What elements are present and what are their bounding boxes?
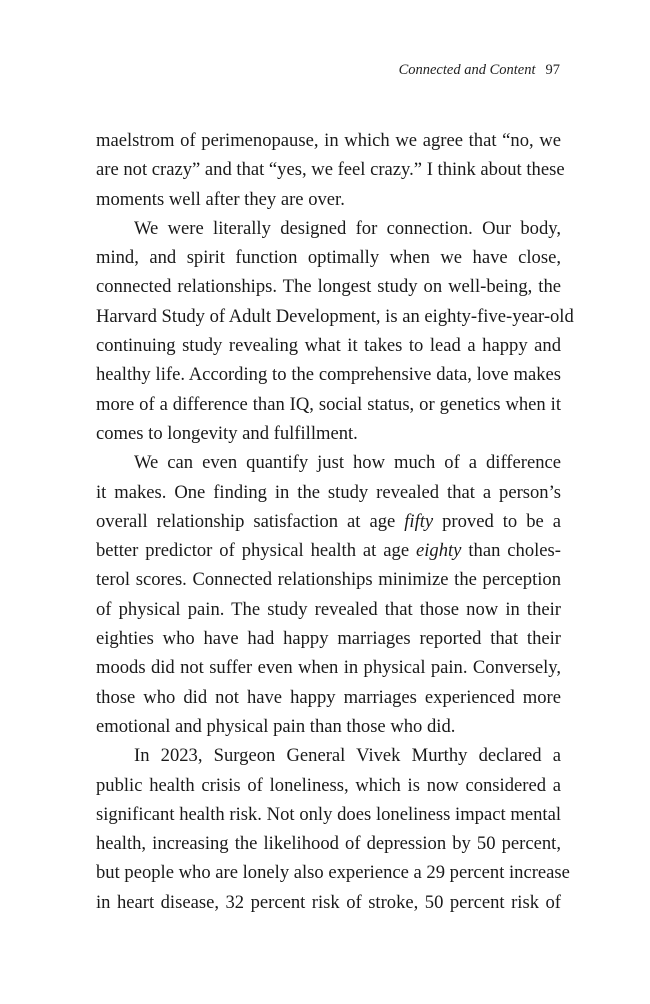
running-head <box>399 62 560 79</box>
text-line: health, increasing the likelihood of depression by 50 percent, <box>96 833 561 855</box>
text-segment: than choles- <box>461 540 561 562</box>
text-line: eighties who have had happy marriages reported that their <box>96 628 561 650</box>
text-line: terol scores. Connected relationships minimize the perception <box>96 569 561 591</box>
text-line: more of a difference than IQ, social status, or genetics when it <box>96 393 561 415</box>
text-line: comes to longevity and fulfillment. <box>96 422 358 444</box>
text-line: moments well after they are over. <box>96 188 345 210</box>
text-line: mind, and spirit function optimally when we have close, <box>96 247 561 269</box>
emphasis-fifty: fifty <box>404 510 434 532</box>
text-line: emotional and physical pain than those who did. <box>96 715 456 737</box>
text-line: it makes. One finding in the study revealed that a person’s <box>96 481 561 503</box>
text-line: maelstrom of perimenopause, in which we agree that “no, we <box>96 130 561 151</box>
text-line: In 2023, Surgeon General Vivek Murthy declared a <box>134 745 561 767</box>
text-segment: better predictor of physical health at age <box>96 540 416 562</box>
body-text <box>96 126 574 917</box>
text-line: of physical pain. The study revealed that those now in their <box>96 598 561 620</box>
text-line: those who did not have happy marriages experienced more <box>96 686 561 708</box>
text-segment: proved to be a <box>433 510 561 532</box>
text-line: We can even quantify just how much of a difference <box>134 452 561 474</box>
text-line: public health crisis of loneliness, which is now considered a <box>96 774 561 796</box>
text-line: significant health risk. Not only does loneliness impact mental <box>96 803 561 825</box>
text-line: We were literally designed for connection. Our body, <box>134 217 561 239</box>
emphasis-eighty: eighty <box>416 540 462 562</box>
text-segment: overall relationship satisfaction at age <box>96 510 405 532</box>
text-line <box>96 536 561 565</box>
page-number: 97 <box>545 62 560 78</box>
text-line: but people who are lonely also experience a 29 percent increase <box>96 862 570 884</box>
text-line: are not crazy” and that “yes, we feel crazy.” I think about these <box>96 159 565 181</box>
text-line <box>96 507 561 536</box>
text-line: healthy life. According to the comprehensive data, love makes <box>96 364 561 386</box>
text-line: Harvard Study of Adult Development, is an eighty-five-year-old <box>96 305 574 327</box>
text-line: moods did not suffer even when in physical pain. Conversely, <box>96 657 561 679</box>
text-line: continuing study revealing what it takes to lead a happy and <box>96 335 561 357</box>
running-head-title: Connected and Content <box>398 62 536 78</box>
text-line: in heart disease, 32 percent risk of stroke, 50 percent risk of <box>96 891 561 913</box>
text-line: connected relationships. The longest study on well-being, the <box>96 276 561 298</box>
